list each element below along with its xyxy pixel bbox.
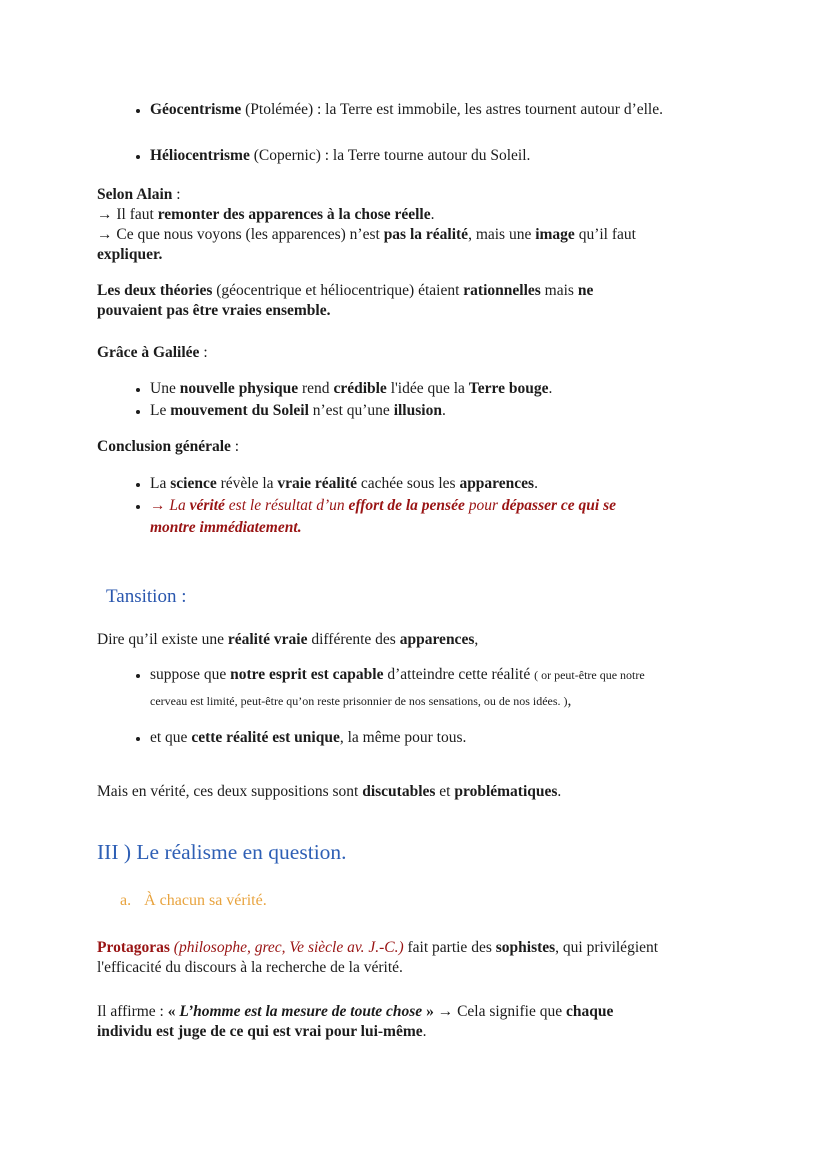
label-conclusion-generale: Conclusion générale : bbox=[97, 438, 240, 455]
label-grace-a-galilee: Grâce à Galilée : bbox=[97, 344, 208, 361]
paragraph-protagoras: Protagoras (philosophe, grec, Ve siècle av. J.-C.) fait partie des sophistes, qui privilégient l'efficacité du discours à la recherche de la vérité. bbox=[97, 939, 659, 976]
heading-transition: Tansition : bbox=[106, 586, 187, 607]
sub-heading-marker: a. bbox=[120, 892, 132, 909]
bullet-item-science-revele: • La science révèle la vraie réalité cachée sous les apparences. bbox=[150, 473, 740, 495]
bullet-item-mouvement-soleil: • Le mouvement du Soleil n’est qu’une illusion. bbox=[150, 400, 740, 422]
sub-heading-text: À chacun sa vérité. bbox=[144, 892, 267, 909]
bullet-list-conclusion bbox=[97, 473, 740, 539]
bullet-item-esprit-capable: • suppose que notre esprit est capable d’atteindre cette réalité ( or peut-être que notre cerveau est limité, peut-être qu’on reste prisonnier de nos sensations, ou de nos idées. ), bbox=[150, 662, 740, 714]
bullet-list-galilee bbox=[97, 378, 740, 422]
paragraph-dire: Dire qu’il existe une réalité vraie différente des apparences, bbox=[97, 631, 479, 648]
bullet-item-verite-effort: • → La vérité est le résultat d’un effort de la pensée pour dépasser ce qui se montre immédiatement. bbox=[150, 495, 740, 539]
bullet-item-nouvelle-physique: • Une nouvelle physique rend crédible l'idée que la Terre bouge. bbox=[150, 378, 740, 400]
bullet-list-suppositions bbox=[97, 662, 740, 748]
bullet-item-realite-unique: • et que cette réalité est unique, la même pour tous. bbox=[150, 728, 740, 748]
paragraph-deux-theories: Les deux théories (géocentrique et héliocentrique) étaient rationnelles mais ne pouvaient pas être vraies ensemble. bbox=[97, 282, 594, 319]
heading-section-iii: III ) Le réalisme en question. bbox=[97, 840, 347, 864]
paragraph-il-affirme: Il affirme : « L’homme est la mesure de toute chose » → Cela signifie que chaque individu est juge de ce qui est vrai pour lui-même. bbox=[97, 1003, 614, 1040]
bullet-item-heliocentrisme: • Héliocentrisme (Copernic) : la Terre tourne autour du Soleil. bbox=[150, 146, 740, 166]
paragraph-selon-alain: Selon Alain : → Il faut remonter des apparences à la chose réelle. → Ce que nous voyons (les apparences) n’est pas la réalité, mais une image qu’il faut expliquer. bbox=[97, 186, 636, 263]
bullet-item-geocentrisme: • Géocentrisme (Ptolémée) : la Terre est immobile, les astres tournent autour d’elle. bbox=[150, 100, 740, 120]
paragraph-mais-en-verite: Mais en vérité, ces deux suppositions sont discutables et problématiques. bbox=[97, 783, 562, 800]
sub-heading-a-chacun bbox=[120, 890, 740, 911]
bullet-list-cosmology bbox=[97, 100, 740, 166]
